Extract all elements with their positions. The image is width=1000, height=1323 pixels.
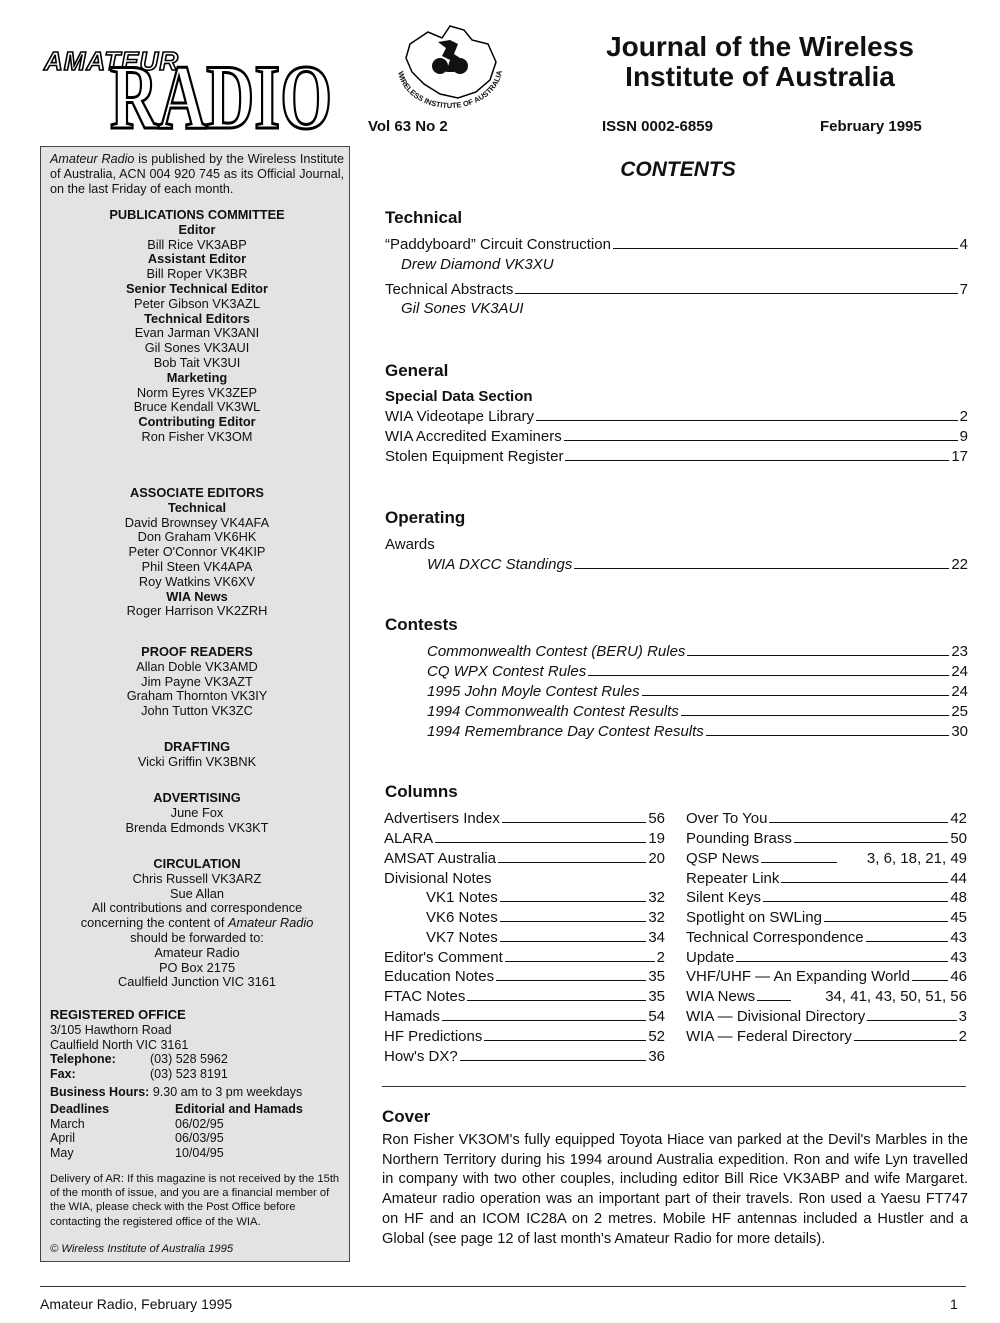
address-line: Amateur Radio bbox=[154, 944, 240, 960]
column-page: 20 bbox=[648, 850, 665, 867]
proof-name: Jim Payne VK3AZT bbox=[141, 673, 253, 689]
deadline-row bbox=[50, 1146, 344, 1161]
leader-line bbox=[642, 694, 950, 696]
toc-title: WIA DXCC Standings bbox=[427, 556, 573, 573]
assoc-name: Peter O'Connor VK4KIP bbox=[128, 544, 266, 560]
contrib-editor-role: Contributing Editor bbox=[138, 414, 256, 430]
leader-line bbox=[484, 1039, 646, 1041]
publication-statement-text: is published by the Wireless Institute of Australia, ACN 004 920 745 as its Official Journal, on the last Friday of each month. bbox=[50, 152, 344, 196]
leader-line bbox=[500, 940, 647, 942]
toc-author: Drew Diamond VK3XU bbox=[401, 256, 554, 273]
contrib-editor-name: Ron Fisher VK3OM bbox=[141, 428, 253, 444]
column-page: 32 bbox=[648, 889, 665, 906]
toc-title: 1994 Commonwealth Contest Results bbox=[427, 703, 679, 720]
column-title: WIA — Divisional Directory bbox=[686, 1008, 866, 1025]
leader-line bbox=[706, 734, 950, 736]
column-entry bbox=[384, 829, 665, 848]
logo-amateur-text: AMATEUR bbox=[44, 46, 180, 76]
office-heading: REGISTERED OFFICE bbox=[50, 1007, 186, 1022]
toc-title: 1995 John Moyle Contest Rules bbox=[427, 683, 640, 700]
toc-page: 9 bbox=[959, 428, 968, 445]
column-page: 56 bbox=[648, 810, 665, 827]
asst-editor-name: Bill Roper VK3BR bbox=[146, 266, 248, 282]
deadlines-header bbox=[50, 1102, 344, 1117]
delivery-note: Delivery of AR: If this magazine is not received by the 15th of the month of issue, and you are a financial member of the WIA, please check with the Post Office before contacting the registered office of the WIA. bbox=[50, 1173, 340, 1228]
wia-news-role: WIA News bbox=[166, 588, 228, 604]
publication-name: Amateur Radio bbox=[50, 152, 135, 166]
column-entry bbox=[686, 829, 967, 848]
toc-page: 2 bbox=[959, 408, 968, 425]
cover-description: Ron Fisher VK3OM's fully equipped Toyota Hiace van parked at the Devil's Marbles in the Northern Territory during his 1994 around Australia expedition. Ron and wife Lyn travelled in company with two other couples, including editor Bill Rice VK3ABP and wife Margaret. Amateur radio operation was an important part of their travels. Ron used a Yaesu FT747 on HF and an ICOM IC28A on 2 metres. Mobile HF antennas included a Hustler and a Global (see page 12 of last month's Amateur Radio for more details). bbox=[382, 1132, 968, 1247]
toc-entry bbox=[427, 662, 968, 681]
office-address: 3/105 Hawthorn Road bbox=[50, 1022, 172, 1037]
column-group-title: Divisional Notes bbox=[384, 870, 492, 887]
deadline-row bbox=[50, 1117, 344, 1132]
toc-page: 25 bbox=[951, 703, 968, 720]
copyright-icon: © bbox=[50, 1243, 59, 1255]
column-entry bbox=[426, 928, 665, 947]
leader-line bbox=[866, 940, 949, 942]
column-page: 3 bbox=[958, 1008, 967, 1025]
section-columns-heading: Columns bbox=[385, 782, 458, 801]
toc-entry bbox=[385, 447, 968, 466]
assoc-technical-role: Technical bbox=[167, 499, 227, 515]
advertising-name: June Fox bbox=[170, 804, 224, 820]
column-title: VK6 Notes bbox=[426, 909, 498, 926]
office-address: Caulfield North VIC 3161 bbox=[50, 1037, 189, 1052]
deadline-month: May bbox=[50, 1146, 74, 1161]
leader-line bbox=[498, 861, 646, 863]
issue-date: February 1995 bbox=[820, 118, 922, 135]
deadlines-col: Editorial and Hamads bbox=[175, 1101, 303, 1116]
column-page: 2 bbox=[656, 949, 665, 966]
publications-committee bbox=[50, 208, 344, 445]
column-entry bbox=[426, 888, 665, 907]
column-entry bbox=[686, 967, 967, 986]
section-general-heading: General bbox=[385, 361, 449, 380]
tech-editor-name: Bob Tait VK3UI bbox=[153, 354, 241, 370]
column-entry bbox=[384, 1007, 665, 1026]
column-entry bbox=[686, 948, 967, 967]
leader-line bbox=[435, 841, 646, 843]
column-title: HF Predictions bbox=[384, 1028, 483, 1045]
leader-line bbox=[781, 881, 948, 883]
marketing-name: Norm Eyres VK3ZEP bbox=[136, 384, 258, 400]
cover-divider bbox=[382, 1086, 966, 1087]
column-page: 50 bbox=[950, 830, 967, 847]
toc-page: 24 bbox=[951, 683, 968, 700]
copyright bbox=[50, 1243, 344, 1255]
toc-title: “Paddyboard” Circuit Construction bbox=[385, 236, 611, 253]
wia-emblem bbox=[380, 14, 520, 110]
toc-entry bbox=[385, 407, 968, 426]
toc-entry bbox=[427, 642, 968, 661]
column-title: ALARA bbox=[384, 830, 434, 847]
column-title: QSP News bbox=[686, 850, 760, 867]
section-technical-heading: Technical bbox=[385, 208, 463, 227]
tech-editor-name: Evan Jarman VK3ANI bbox=[134, 325, 260, 341]
leader-line bbox=[588, 674, 949, 676]
toc-page: 17 bbox=[951, 448, 968, 465]
column-title: Technical Correspondence bbox=[686, 929, 864, 946]
column-title: How's DX? bbox=[384, 1048, 458, 1065]
assoc-name: Phil Steen VK4APA bbox=[141, 558, 253, 574]
column-page: 48 bbox=[950, 889, 967, 906]
deadline-month: March bbox=[50, 1116, 85, 1131]
journal-title-line1: Journal of the Wireless bbox=[606, 31, 914, 62]
column-page: 45 bbox=[950, 909, 967, 926]
proof-heading: PROOF READERS bbox=[141, 644, 253, 659]
column-page: 42 bbox=[950, 810, 967, 827]
leader-line bbox=[769, 821, 948, 823]
column-title: Over To You bbox=[686, 810, 768, 827]
toc-title: Commonwealth Contest (BERU) Rules bbox=[427, 643, 686, 660]
column-entry bbox=[686, 1007, 967, 1026]
drafting-name: Vicki Griffin VK3BNK bbox=[137, 753, 257, 769]
column-page: 2 bbox=[958, 1028, 967, 1045]
leader-line bbox=[736, 960, 948, 962]
column-entry bbox=[426, 908, 665, 927]
column-entry bbox=[686, 809, 967, 828]
toc-title: 1994 Remembrance Day Contest Results bbox=[427, 723, 704, 740]
column-entry bbox=[686, 1027, 967, 1046]
toc-entry bbox=[427, 722, 968, 741]
marketing-role: Marketing bbox=[166, 369, 228, 385]
amateur-radio-logo bbox=[40, 36, 340, 136]
toc-author: Gil Sones VK3AUI bbox=[401, 300, 524, 317]
general-subheading: Special Data Section bbox=[385, 388, 533, 405]
column-entry bbox=[384, 967, 665, 986]
leader-line bbox=[564, 439, 958, 441]
toc-page: 4 bbox=[959, 236, 968, 253]
column-title: Repeater Link bbox=[686, 870, 780, 887]
column-page: 34 bbox=[648, 929, 665, 946]
column-entry bbox=[384, 809, 665, 828]
assoc-name: Roy Watkins VK6XV bbox=[138, 573, 256, 589]
assoc-name: Don Graham VK6HK bbox=[137, 529, 257, 545]
column-page: 36 bbox=[648, 1048, 665, 1065]
operating-subheading: Awards bbox=[385, 536, 435, 553]
column-page: 52 bbox=[648, 1028, 665, 1045]
telephone-label: Telephone: bbox=[50, 1052, 116, 1067]
column-page: 32 bbox=[648, 909, 665, 926]
column-entry bbox=[686, 908, 967, 927]
contrib-note-line bbox=[50, 916, 344, 931]
journal-title-line2: Institute of Australia bbox=[625, 61, 895, 92]
toc-page: 23 bbox=[951, 643, 968, 660]
column-title: Pounding Brass bbox=[686, 830, 792, 847]
toc-page: 24 bbox=[951, 663, 968, 680]
assoc-heading: ASSOCIATE EDITORS bbox=[130, 485, 264, 500]
editor-name: Bill Rice VK3ABP bbox=[147, 236, 247, 252]
toc-entry bbox=[427, 682, 968, 701]
leader-line bbox=[496, 979, 646, 981]
senior-tech-editor-role: Senior Technical Editor bbox=[126, 280, 268, 296]
tech-editors-role: Technical Editors bbox=[144, 310, 250, 326]
footer-rule bbox=[40, 1286, 966, 1287]
editor-role: Editor bbox=[178, 221, 216, 237]
leader-line bbox=[460, 1059, 647, 1061]
leader-line bbox=[505, 960, 655, 962]
drafting-heading: DRAFTING bbox=[163, 739, 231, 754]
leader-line bbox=[761, 861, 837, 863]
asst-editor-role: Assistant Editor bbox=[147, 251, 247, 267]
proof-name: Graham Thornton VK3IY bbox=[126, 688, 268, 704]
column-entry bbox=[686, 928, 967, 947]
column-entry bbox=[686, 869, 967, 888]
column-entry bbox=[384, 1047, 665, 1066]
toc-entry bbox=[385, 280, 968, 299]
toc-entry bbox=[427, 555, 968, 574]
column-title: Update bbox=[686, 949, 735, 966]
logo-radio-text: RADIO bbox=[110, 46, 332, 136]
column-page: 34, 41, 43, 50, 51, 56 bbox=[825, 988, 967, 1005]
deadline-date: 06/02/95 bbox=[175, 1116, 224, 1131]
column-title: Spotlight on SWLing bbox=[686, 909, 822, 926]
circulation-heading: CIRCULATION bbox=[153, 856, 241, 871]
column-title: AMSAT Australia bbox=[384, 850, 496, 867]
advertising bbox=[50, 791, 344, 835]
column-entry bbox=[384, 849, 665, 868]
column-title: Editor's Comment bbox=[384, 949, 503, 966]
toc-page: 30 bbox=[951, 723, 968, 740]
leader-line bbox=[502, 821, 646, 823]
leader-line bbox=[442, 1019, 646, 1021]
column-entry bbox=[686, 987, 967, 1006]
column-title: VK1 Notes bbox=[426, 889, 498, 906]
registered-office bbox=[50, 1008, 344, 1161]
associate-editors bbox=[50, 486, 344, 619]
toc-entry bbox=[385, 235, 968, 254]
column-entry bbox=[384, 1027, 665, 1046]
telephone-value: (03) 528 5962 bbox=[150, 1052, 228, 1067]
leader-line bbox=[574, 567, 949, 569]
leader-line bbox=[794, 841, 948, 843]
leader-line bbox=[565, 459, 949, 461]
page-number: 1 bbox=[950, 1296, 958, 1312]
footer-publication: Amateur Radio, February 1995 bbox=[40, 1296, 233, 1312]
leader-line bbox=[681, 714, 950, 716]
contents-title: CONTENTS bbox=[620, 158, 736, 181]
advertising-heading: ADVERTISING bbox=[153, 790, 241, 805]
column-page: 54 bbox=[648, 1008, 665, 1025]
leader-line bbox=[867, 1019, 956, 1021]
drafting bbox=[50, 740, 344, 770]
column-title: Hamads bbox=[384, 1008, 440, 1025]
section-contests-heading: Contests bbox=[385, 615, 458, 634]
toc-entry bbox=[385, 427, 968, 446]
office-fax bbox=[50, 1067, 344, 1082]
deadline-date: 06/03/95 bbox=[175, 1131, 224, 1146]
assoc-name: David Brownsey VK4AFA bbox=[124, 514, 270, 530]
circulation-name: Chris Russell VK3ARZ bbox=[132, 870, 262, 886]
column-page: 35 bbox=[648, 988, 665, 1005]
column-title: Silent Keys bbox=[686, 889, 762, 906]
leader-line bbox=[912, 979, 948, 981]
volume-number: Vol 63 No 2 bbox=[368, 118, 448, 135]
wia-news-name: Roger Harrison VK2ZRH bbox=[126, 603, 268, 619]
deadline-date: 10/04/95 bbox=[175, 1146, 224, 1161]
column-entry bbox=[686, 888, 967, 907]
column-title: WIA News bbox=[686, 988, 756, 1005]
marketing-name: Bruce Kendall VK3WL bbox=[133, 399, 261, 415]
leader-line bbox=[687, 654, 949, 656]
address-line: Caulfield Junction VIC 3161 bbox=[118, 974, 276, 990]
column-page: 35 bbox=[648, 968, 665, 985]
address-line: PO Box 2175 bbox=[158, 959, 236, 975]
circulation bbox=[50, 857, 344, 990]
leader-line bbox=[515, 292, 957, 294]
column-title: Education Notes bbox=[384, 968, 495, 985]
leader-line bbox=[500, 920, 647, 922]
leader-line bbox=[763, 900, 948, 902]
toc-title: CQ WPX Contest Rules bbox=[427, 663, 587, 680]
copyright-text: Wireless Institute of Australia 1995 bbox=[61, 1243, 234, 1255]
publication-statement bbox=[50, 152, 344, 197]
column-page: 43 bbox=[950, 949, 967, 966]
column-title: Advertisers Index bbox=[384, 810, 500, 827]
business-hours bbox=[50, 1085, 344, 1100]
leader-line bbox=[500, 900, 647, 902]
senior-tech-editor-name: Peter Gibson VK3AZL bbox=[134, 295, 260, 311]
hours-label: Business Hours: bbox=[50, 1084, 150, 1099]
advertising-name: Brenda Edmonds VK3KT bbox=[125, 819, 269, 835]
toc-title: Stolen Equipment Register bbox=[385, 448, 564, 465]
column-page: 43 bbox=[950, 929, 967, 946]
leader-line bbox=[467, 999, 646, 1001]
tech-editor-name: Gil Sones VK3AUI bbox=[144, 340, 250, 356]
contrib-note-line: All contributions and correspondence bbox=[91, 900, 303, 916]
hours-value: 9.30 am to 3 pm weekdays bbox=[152, 1084, 303, 1099]
proof-name: John Tutton VK3ZC bbox=[141, 703, 253, 719]
deadline-row bbox=[50, 1131, 344, 1146]
toc-page: 22 bbox=[951, 556, 968, 573]
column-title: VK7 Notes bbox=[426, 929, 498, 946]
contrib-note-mag: Amateur Radio bbox=[227, 915, 314, 931]
proof-name: Allan Doble VK3AMD bbox=[136, 658, 258, 674]
column-page: 44 bbox=[950, 870, 967, 887]
toc-entry bbox=[427, 702, 968, 721]
column-page: 3, 6, 18, 21, 49 bbox=[866, 850, 967, 867]
proof-readers bbox=[50, 645, 344, 719]
leader-line bbox=[757, 999, 791, 1001]
journal-title bbox=[540, 32, 980, 92]
pubcom-heading: PUBLICATIONS COMMITTEE bbox=[109, 207, 285, 222]
deadline-month: April bbox=[50, 1131, 76, 1146]
cover-heading: Cover bbox=[382, 1107, 431, 1126]
emblem-text: WIRELESS INSTITUTE OF AUSTRALIA bbox=[396, 69, 504, 110]
contrib-note-text: concerning the content of bbox=[80, 915, 228, 931]
column-title: WIA — Federal Directory bbox=[686, 1028, 852, 1045]
column-title: VHF/UHF — An Expanding World bbox=[686, 968, 910, 985]
issn: ISSN 0002-6859 bbox=[602, 118, 713, 135]
leader-line bbox=[536, 419, 958, 421]
column-page: 19 bbox=[648, 830, 665, 847]
leader-line bbox=[613, 247, 958, 249]
contrib-note-line: should be forwarded to: bbox=[130, 929, 264, 945]
deadlines-heading: Deadlines bbox=[50, 1101, 110, 1116]
circulation-name: Sue Allan bbox=[169, 885, 225, 901]
toc-page: 7 bbox=[959, 281, 968, 298]
office-telephone bbox=[50, 1052, 344, 1067]
section-operating-heading: Operating bbox=[385, 508, 466, 527]
column-entry bbox=[384, 948, 665, 967]
toc-title: WIA Videotape Library bbox=[385, 408, 534, 425]
leader-line bbox=[854, 1039, 957, 1041]
column-page: 46 bbox=[950, 968, 967, 985]
toc-title: WIA Accredited Examiners bbox=[385, 428, 562, 445]
column-entry bbox=[384, 987, 665, 1006]
fax-label: Fax: bbox=[50, 1067, 76, 1082]
column-title: FTAC Notes bbox=[384, 988, 466, 1005]
leader-line bbox=[824, 920, 948, 922]
column-entry bbox=[686, 849, 967, 868]
fax-value: (03) 523 8191 bbox=[150, 1067, 228, 1082]
toc-title: Technical Abstracts bbox=[385, 281, 514, 298]
